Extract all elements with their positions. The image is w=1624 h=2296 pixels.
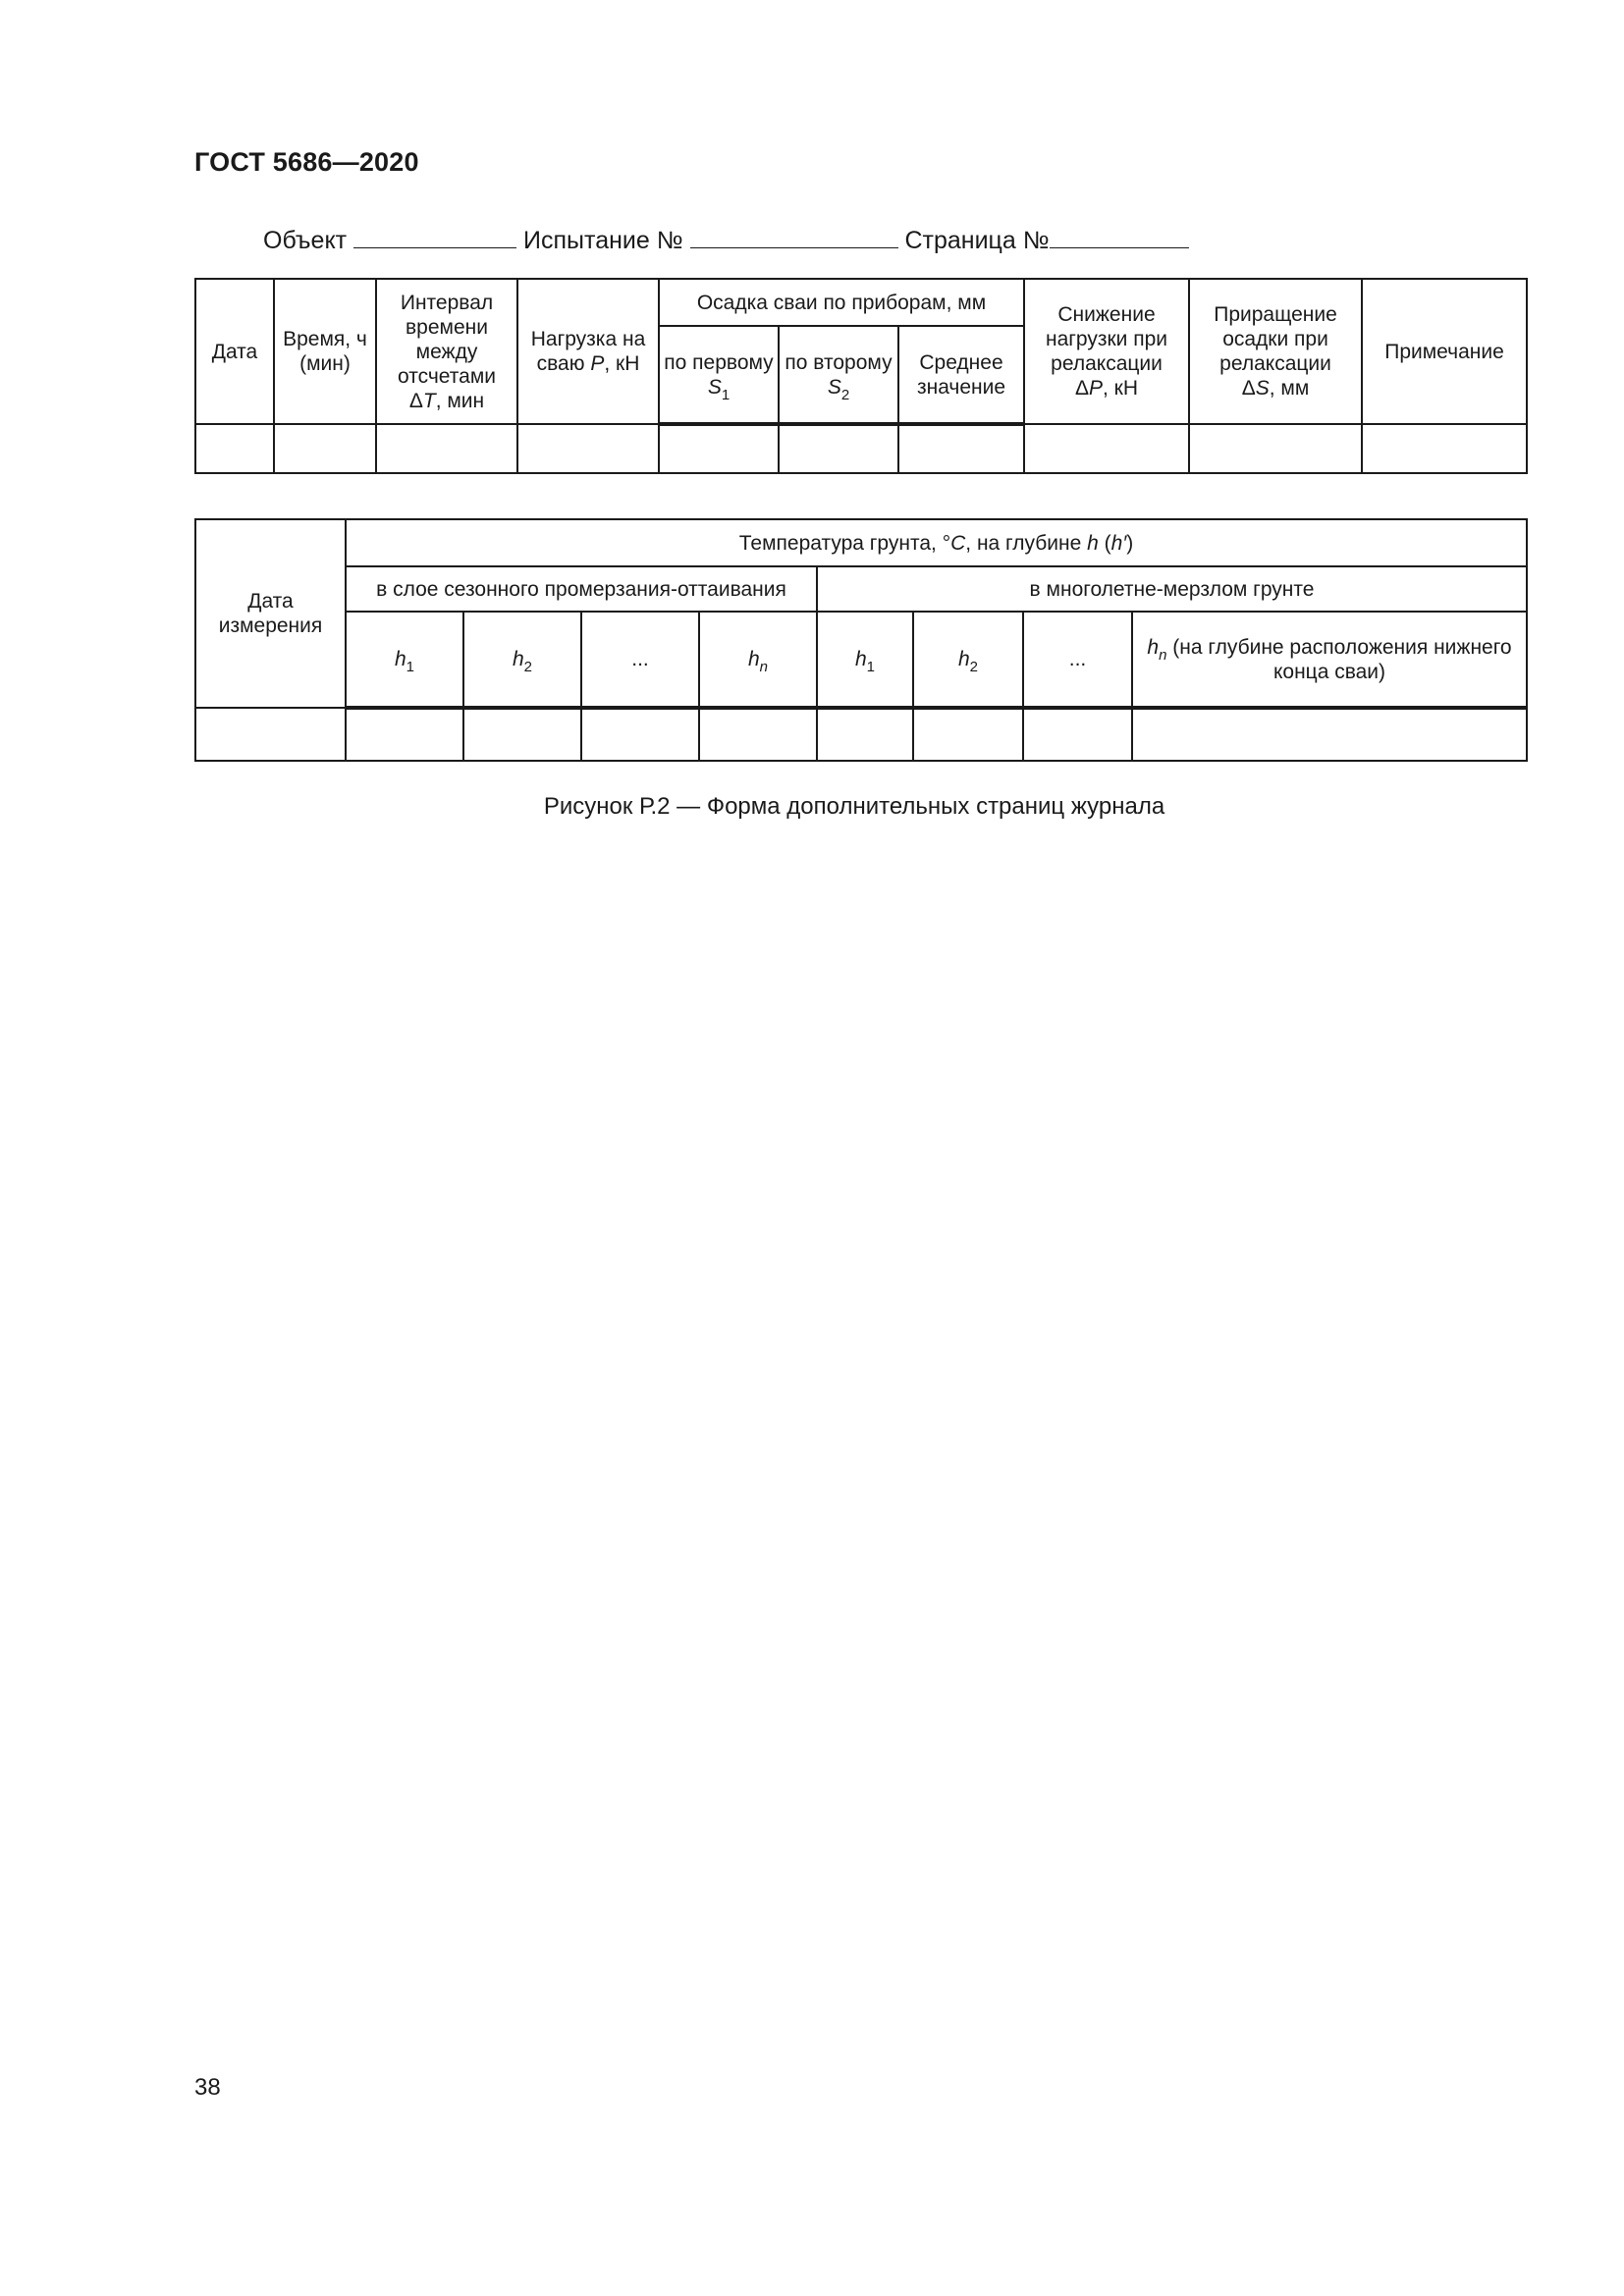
- cell-permafrost-hn[interactable]: [1132, 708, 1527, 761]
- header-seasonal-layer: в слое сезонного промерзания-оттаивания: [346, 566, 817, 612]
- header-settlement-group: Осадка сваи по приборам, мм: [659, 279, 1024, 326]
- cell-seasonal-h2[interactable]: [463, 708, 581, 761]
- header-permafrost-ellipsis: ...: [1023, 612, 1132, 708]
- header-temperature-group: [346, 519, 1527, 566]
- page-label: Страница №: [904, 227, 1050, 254]
- figure-caption: Рисунок Р.2 — Форма дополнительных страниц журнала: [543, 793, 1165, 820]
- interval-unit: , мин: [435, 389, 485, 412]
- header-second-gauge: [779, 326, 898, 424]
- load-unit: , кН: [604, 352, 640, 375]
- paren-open: (: [1098, 531, 1111, 555]
- object-label: Объект: [263, 227, 348, 254]
- depth-symbol: h: [1087, 531, 1099, 555]
- test-number-blank-field[interactable]: [690, 226, 898, 248]
- header-first-gauge: [659, 326, 779, 424]
- header-date: Дата: [195, 279, 274, 424]
- delta-symbol: Δ: [1074, 377, 1089, 400]
- second-gauge-subscript: 2: [840, 386, 850, 403]
- delta-symbol: Δ: [408, 389, 423, 412]
- object-blank-field[interactable]: [353, 226, 516, 248]
- header-permafrost: в многолетне-мерзлом грунте: [817, 566, 1527, 612]
- document-header-title: ГОСТ 5686—2020: [194, 147, 419, 177]
- depth-symbol: h: [1147, 635, 1160, 659]
- cell-time[interactable]: [274, 424, 376, 473]
- cell-load[interactable]: [517, 424, 659, 473]
- header-load-decrease: [1024, 279, 1189, 424]
- cell-date[interactable]: [195, 424, 274, 473]
- settlement-increment-unit: , мм: [1269, 377, 1310, 400]
- header-load-decrease-text: Снижение нагрузки при релаксации: [1045, 303, 1168, 375]
- cell-second-gauge[interactable]: [779, 424, 898, 473]
- form-header-line: [263, 226, 1189, 255]
- depth-prime-symbol: h′: [1110, 531, 1127, 555]
- depth-symbol: h: [854, 648, 867, 670]
- depth-subscript: 1: [866, 659, 876, 675]
- header-permafrost-hn-text: (на глубине расположения нижнего конца сваи): [1166, 635, 1512, 683]
- cell-permafrost-ellipsis[interactable]: [1023, 708, 1132, 761]
- header-seasonal-h2: [463, 612, 581, 708]
- depth-subscript: 2: [969, 659, 979, 675]
- first-gauge-subscript: 1: [721, 386, 731, 403]
- header-permafrost-h2: [913, 612, 1023, 708]
- temperature-text: Температура грунта, °: [738, 531, 951, 555]
- header-measurement-date: Дата измерения: [195, 519, 346, 708]
- paren-close: ): [1126, 531, 1134, 555]
- header-settlement-increment-text: Приращение осадки при релаксации: [1214, 303, 1337, 375]
- cell-settlement-increment[interactable]: [1189, 424, 1362, 473]
- cell-seasonal-ellipsis[interactable]: [581, 708, 699, 761]
- depth-symbol: h: [512, 648, 524, 670]
- table-row: [195, 424, 1527, 473]
- depth-symbol: h: [957, 648, 970, 670]
- header-load-text: Нагрузка на сваю: [530, 328, 646, 375]
- cell-permafrost-h2[interactable]: [913, 708, 1023, 761]
- load-symbol: P: [590, 352, 605, 375]
- depth-symbol: h: [747, 648, 760, 670]
- celsius-symbol: C: [950, 531, 966, 555]
- ground-temperature-table: [194, 518, 1528, 762]
- depth-subscript: n: [1159, 646, 1167, 664]
- cell-mean[interactable]: [898, 424, 1024, 473]
- header-permafrost-h1: [817, 612, 913, 708]
- header-interval: [376, 279, 517, 424]
- table-row: [195, 708, 1527, 761]
- delta-symbol: Δ: [1241, 377, 1256, 400]
- test-label: Испытание №: [523, 227, 683, 254]
- cell-interval[interactable]: [376, 424, 517, 473]
- header-seasonal-ellipsis: ...: [581, 612, 699, 708]
- second-gauge-symbol: S: [827, 375, 841, 399]
- header-interval-text: Интервал времени между отсчетами: [397, 291, 497, 388]
- cell-seasonal-hn[interactable]: [699, 708, 817, 761]
- header-mean-value: Среднее значение: [898, 326, 1024, 424]
- cell-first-gauge[interactable]: [659, 424, 779, 473]
- depth-subscript: 2: [523, 659, 533, 675]
- first-gauge-symbol: S: [707, 375, 722, 399]
- header-second-gauge-text: по второму: [785, 350, 893, 374]
- header-note: Примечание: [1362, 279, 1527, 424]
- header-load: [517, 279, 659, 424]
- pile-load-test-journal-table: [194, 278, 1528, 474]
- depth-subscript: n: [759, 659, 769, 675]
- temperature-depth-text: , на глубине: [965, 531, 1088, 555]
- depth-subscript: 1: [406, 659, 415, 675]
- cell-note[interactable]: [1362, 424, 1527, 473]
- load-decrease-symbol: P: [1089, 377, 1104, 400]
- header-time: Время, ч (мин): [274, 279, 376, 424]
- header-settlement-increment: [1189, 279, 1362, 424]
- interval-symbol: T: [422, 389, 436, 412]
- load-decrease-unit: , кН: [1103, 377, 1139, 400]
- settlement-increment-symbol: S: [1255, 377, 1270, 400]
- cell-permafrost-h1[interactable]: [817, 708, 913, 761]
- page-number: 38: [194, 2074, 221, 2101]
- cell-measurement-date[interactable]: [195, 708, 346, 761]
- depth-symbol: h: [394, 648, 406, 670]
- header-seasonal-hn: [699, 612, 817, 708]
- cell-load-decrease[interactable]: [1024, 424, 1189, 473]
- header-permafrost-hn: [1132, 612, 1527, 708]
- cell-seasonal-h1[interactable]: [346, 708, 463, 761]
- header-seasonal-h1: [346, 612, 463, 708]
- page-number-blank-field[interactable]: [1050, 226, 1189, 248]
- header-first-gauge-text: по первому: [664, 350, 774, 374]
